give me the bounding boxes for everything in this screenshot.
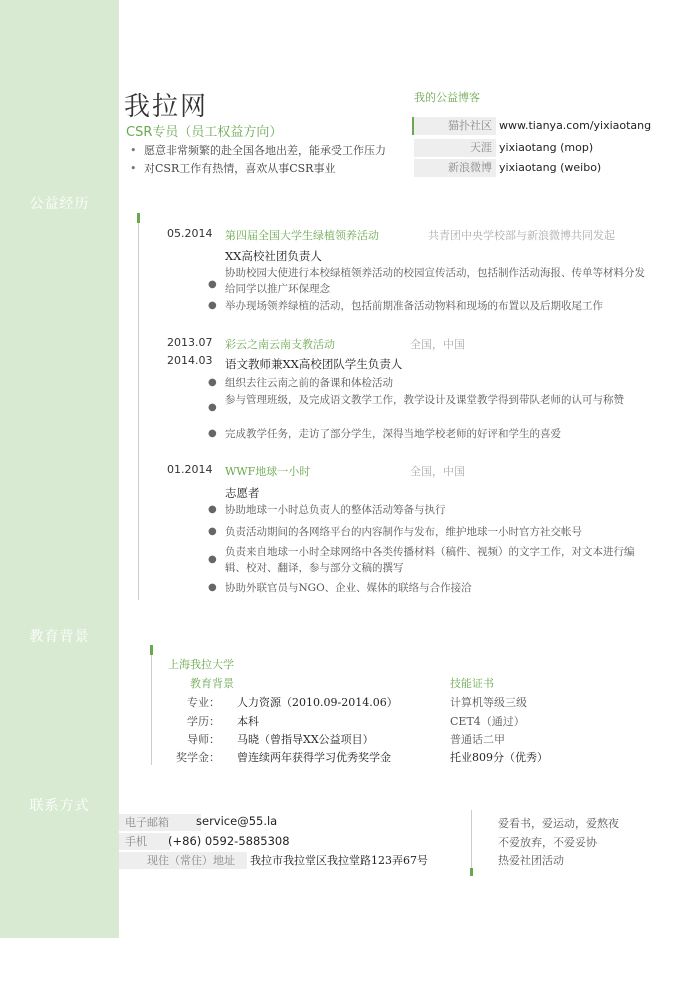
event-date: 05.2014 [167,227,213,240]
education-value: 马晓（曾指导XX公益项目） [237,733,374,746]
education-value: 曾连续两年获得学习优秀奖学金 [237,751,391,764]
event-location: 共青团中央学校部与新浪微博共同发起 [428,229,615,242]
section-label-education: 教育背景 [29,629,90,645]
skills-subtitle: 技能证书 [450,677,494,690]
bullet-icon: ● [208,582,217,593]
skill-item: 托业809分（优秀） [450,751,548,764]
education-line [151,655,152,765]
skill-item: CET4（通过） [450,715,525,728]
bullet-icon: ● [208,300,217,311]
event-item: ● 负责来自地球一小时全球网络中各类传播材料（稿件、视频）的文字工作，对文本进行编辑、校对、翻译，参与部分文稿的撰写 [208,546,635,574]
event-title: 彩云之南云南支教活动 [225,338,335,351]
hobby-item: 爱看书，爱运动，爱熬夜 [498,817,619,830]
phone-number: (+86) 0592-5885308 [168,834,290,848]
hobby-item: 不爱放弃，不爱妥协 [498,836,597,849]
event-title: WWF地球一小时 [225,465,311,478]
blog-link[interactable]: yixiaotang (weibo) [499,161,602,174]
event-item: ● 参与管理班级，及完成语文教学工作，教学设计及课堂教学得到带队老师的认可与称赞 [225,392,653,408]
event-date: 01.2014 [167,463,213,476]
education-key: 专业： [187,696,220,709]
education-key: 奖学金： [176,751,220,764]
contact-divider [471,810,472,870]
blog-row [414,159,601,179]
education-key: 导师： [187,733,220,746]
event-item: ● 协助地球一小时总负责人的整体活动筹备与执行 [208,504,446,516]
bullet-icon: ● [208,402,217,413]
bullet-icon: • [130,162,137,175]
event-location: 全国，中国 [410,465,465,478]
event-item: ● 协助校园大使进行本校绿植领养活动的校园宣传活动，包括制作活动海报、传单等材料分发给同学以推广环保理念 [208,267,645,295]
blog-key: 猫扑社区 [414,117,496,135]
contact-key: 手机 [119,833,170,850]
bullet-icon: • [130,144,137,157]
timeline-line [138,223,139,600]
applicant-name: 我拉网 [124,92,209,122]
skill-item: 计算机等级三级 [450,696,527,709]
hobby-item: 热爱社团活动 [498,854,564,867]
blog-key: 天涯 [414,139,496,157]
education-value: 人力资源（2010.09-2014.06） [237,696,398,709]
bullet-icon: ● [208,526,217,537]
event-role: XX高校社团负责人 [225,249,322,263]
education-key: 学历： [187,715,220,728]
education-accent [150,645,153,655]
blog-row [414,117,651,137]
skill-item: 普通话二甲 [450,733,505,746]
event-role: 语文教师兼XX高校团队学生负责人 [225,357,403,371]
school-name: 上海我拉大学 [168,658,234,671]
blog-title: 我的公益博客 [414,91,480,104]
contact-accent [470,868,473,876]
bullet-icon: ● [208,377,217,388]
bullet-icon: ● [208,504,217,515]
education-value: 本科 [237,715,259,728]
event-date: 2013.07 [167,336,213,349]
header-bullet: • 对CSR工作有热情，喜欢从事CSR事业 [130,162,336,175]
section-label-contact: 联系方式 [29,798,90,814]
timeline-accent [137,213,140,223]
event-item: ● 负责活动期间的各网络平台的内容制作与发布，维护地球一小时官方社交帐号 [208,526,582,538]
event-item: ● 完成教学任务，走访了部分学生，深得当地学校老师的好评和学生的喜爱 [208,428,561,440]
event-item: ● 组织去往云南之前的备课和体检活动 [208,377,393,389]
event-role: 志愿者 [225,486,260,500]
event-item: ● 协助外联官员与NGO、企业、媒体的联络与合作接洽 [208,582,472,594]
event-location: 全国，中国 [410,338,465,351]
blog-link[interactable]: www.tianya.com/yixiaotang [499,119,652,132]
bullet-icon: ● [208,554,217,565]
event-date: 2014.03 [167,354,213,367]
email-link[interactable]: service@55.la [196,814,278,828]
blog-row [414,139,593,159]
address-value: 我拉市我拉堂区我拉堂路123弄67号 [250,854,428,867]
contact-key: 电子邮箱 [119,814,201,831]
header-bullet: • 愿意非常频繁的赴全国各地出差，能承受工作压力 [130,144,386,157]
contact-key: 现住（常住）地址 [119,852,247,869]
education-subtitle: 教育背景 [190,677,234,690]
blog-key: 新浪微博 [414,159,496,177]
section-label-volunteer: 公益经历 [29,196,90,212]
bullet-icon: ● [208,428,217,439]
blog-link[interactable]: yixiaotang (mop) [499,141,594,154]
job-title: CSR专员（员工权益方向） [126,125,283,140]
event-item: ● 举办现场领养绿植的活动，包括前期准备活动物料和现场的布置以及后期收尾工作 [208,300,603,312]
bullet-icon: ● [208,279,217,290]
event-title: 第四届全国大学生绿植领养活动 [225,229,379,242]
